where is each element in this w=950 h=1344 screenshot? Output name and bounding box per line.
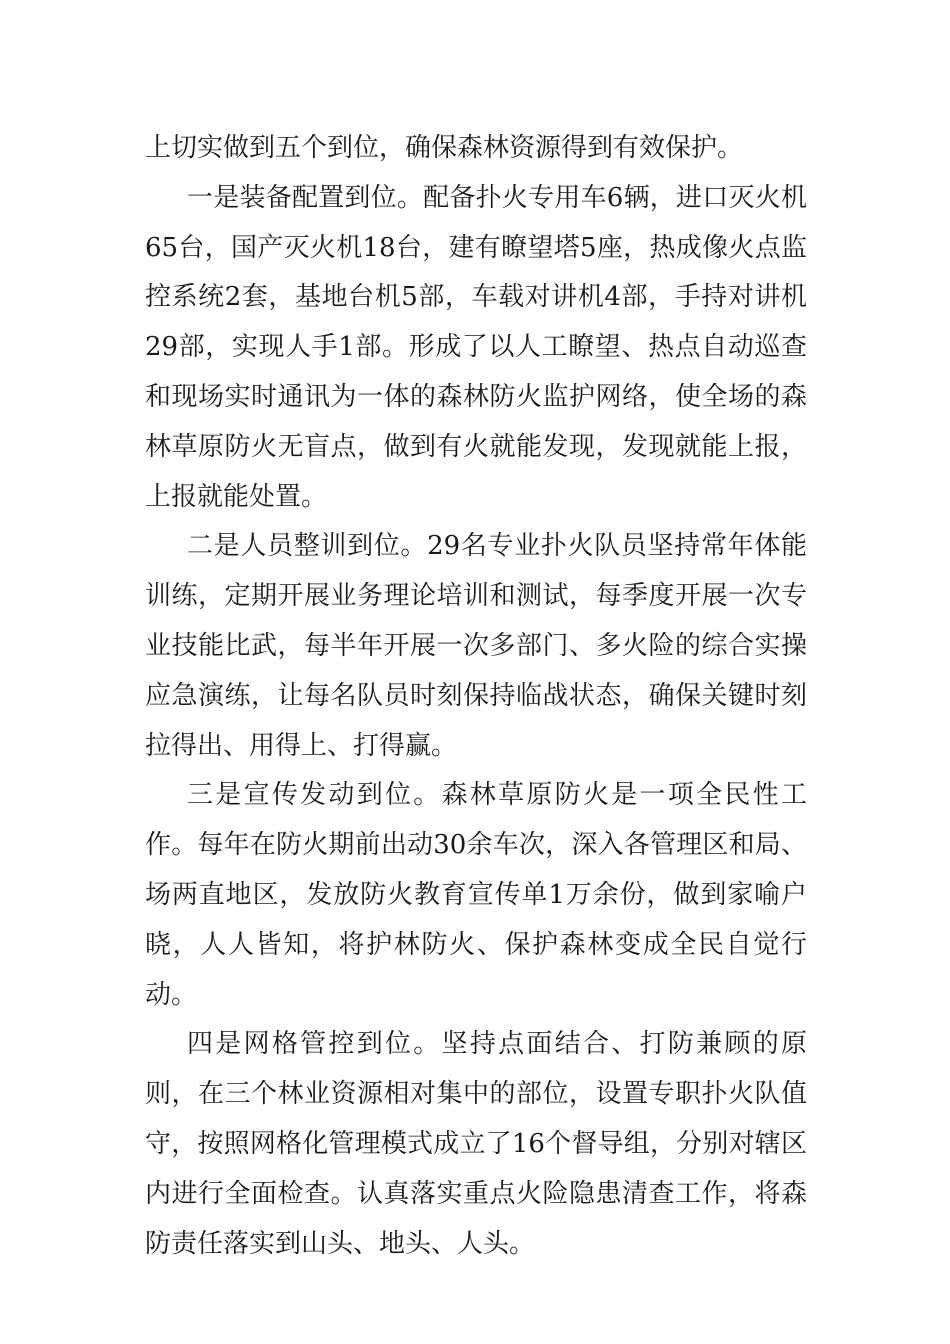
paragraph-continuation: 上切实做到五个到位，确保森林资源得到有效保护。 bbox=[145, 133, 744, 163]
paragraph-publicity: 三是宣传发动到位。森林草原防火是一项全民性工作。每年在防火期前出动30余车次，深入各管理区和局、场两直地区，发放防火教育宣传单1万余份，做到家喻户晓，人人皆知，将护林防火、保护森林变成全民自觉行动。 bbox=[145, 780, 807, 1010]
paragraph-grid-control: 四是网格管控到位。坚持点面结合、打防兼顾的原则，在三个林业资源相对集中的部位，设置专职扑火队值守，按照网格化管理模式成立了16个督导组，分别对辖区内进行全面检查。认真落实重点火险隐患清查工作，将森防责任落实到山头、地头、人头。 bbox=[145, 1029, 807, 1259]
document-body bbox=[145, 124, 807, 1269]
paragraph-equipment: 一是装备配置到位。配备扑火专用车6辆，进口灭火机65台，国产灭火机18台，建有瞭望塔5座，热成像火点监控系统2套，基地台机5部，车载对讲机4部，手持对讲机29部，实现人手1部。形成了以人工瞭望、热点自动巡查和现场实时通讯为一体的森林防火监护网络，使全场的森林草原防火无盲点，做到有火就能发现，发现就能上报，上报就能处置。 bbox=[145, 182, 807, 512]
paragraph-training: 二是人员整训到位。29名专业扑火队员坚持常年体能训练，定期开展业务理论培训和测试，每季度开展一次专业技能比武，每半年开展一次多部门、多火险的综合实操应急演练，让每名队员时刻保持临战状态，确保关键时刻拉得出、用得上、打得赢。 bbox=[145, 531, 807, 761]
